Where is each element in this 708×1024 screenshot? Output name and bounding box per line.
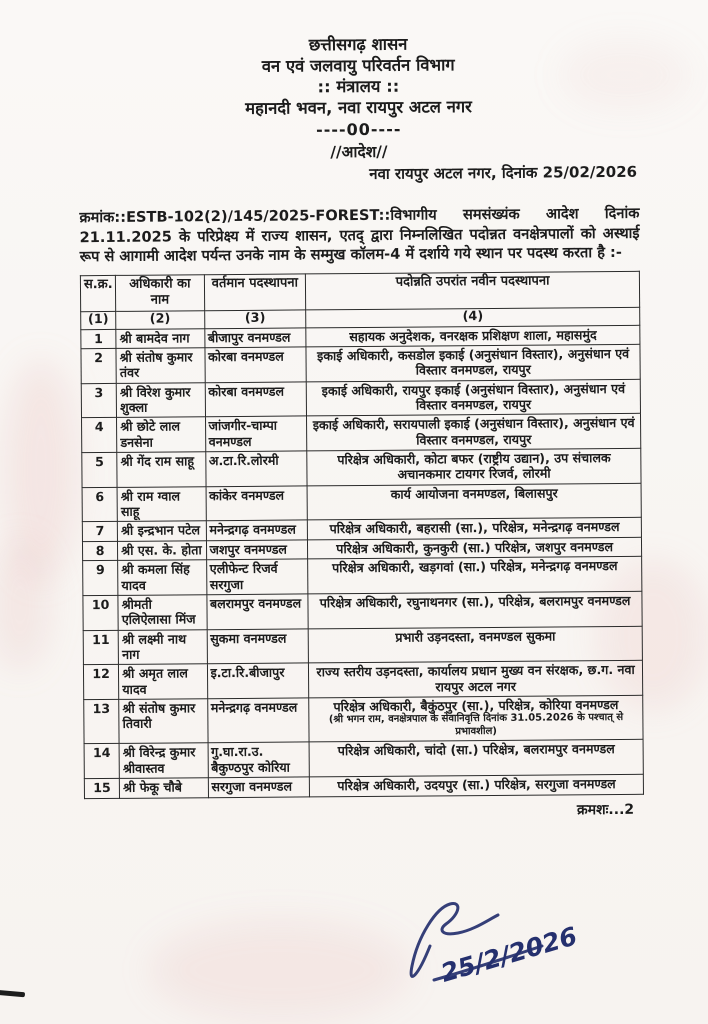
serial-number-cell: 6	[82, 487, 117, 522]
table-row	[82, 448, 641, 487]
officer-name-cell: श्री संतोष कुमार तिवारी	[119, 699, 208, 744]
officer-name-cell: श्री विरेश कुमार शुक्ला	[116, 382, 205, 417]
current-posting-cell: सरगुजा वनमण्डल	[208, 777, 310, 797]
current-posting-cell: कोरबा वनमण्डल	[205, 382, 307, 418]
serial-number-cell: 2	[81, 348, 116, 383]
officer-name-cell: श्री गेंद राम साहू	[117, 452, 206, 487]
officer-name-cell: श्रीमती एलिऐलासा मिंज	[118, 595, 207, 630]
new-posting-cell: परिक्षेत्र अधिकारी, रघुनाथनगर (सा.), परिक्षेत्र, बलरामपुर वनमण्डल	[308, 591, 642, 628]
table-row	[82, 483, 641, 522]
col-number: (4)	[306, 307, 640, 327]
separator-line: ----00----	[315, 120, 402, 140]
officer-name-cell: श्री संतोष कुमार तंवर	[116, 348, 205, 383]
posting-note: (श्री भगन राम, वनक्षेत्रपाल के सेवानिवृत्ति दिनांक 31.05.2026 के पश्चात् से प्रभावशील)	[328, 712, 624, 738]
table-row	[82, 414, 641, 453]
table-row	[81, 379, 640, 418]
document-content	[78, 32, 644, 823]
new-posting-cell: परिक्षेत्र अधिकारी, बहरासी (सा.), परिक्षेत्र, मनेन्द्रगढ़ वनमण्डल	[308, 518, 642, 540]
new-posting-cell: परिक्षेत्र अधिकारी, कुनकुरी (सा.) परिक्षेत्र, जशपुर वनमण्डल	[308, 537, 642, 559]
new-posting-cell: परिक्षेत्र अधिकारी, कोटा बफर (राष्ट्रीय उद्यान), उप संचालक अचानकमार टायगर रिजर्व, लोरमी	[307, 448, 641, 485]
col-header-new-posting: पदोन्नति उपरांत नवीन पदस्थापना	[306, 271, 640, 309]
ministry-label: :: मंत्रालय ::	[317, 76, 400, 97]
serial-number-cell: 8	[82, 541, 117, 561]
serial-number-cell: 5	[82, 452, 117, 487]
continuation-marker: क्रमशः...2	[576, 801, 635, 818]
posting-order-table	[80, 271, 644, 799]
current-posting-cell: इ.टा.रि.बीजापुर	[207, 663, 309, 699]
table-row	[83, 556, 642, 595]
current-posting-cell: गु.घा.रा.उ. बैकुण्ठपुर कोरिया	[208, 742, 310, 778]
scan-smudge	[150, 920, 410, 1020]
building-address: महानदी भवन, नवा रायपुर अटल नगर	[245, 97, 472, 119]
signature-block	[392, 884, 622, 1004]
table-row	[84, 774, 643, 798]
new-posting-cell: राज्य स्तरीय उड़नदस्ता, कार्यालय प्रधान मुख्य वन संरक्षक, छ.ग. नवा रायपुर अटल नगर	[309, 661, 643, 698]
table-row	[83, 591, 642, 630]
govt-name: छत्तीसगढ़ शासन	[308, 34, 408, 55]
new-posting-cell: इकाई अधिकारी, कसडोल इकाई (अनुसंधान विस्तार), अनुसंधान एवं विस्तार वनमण्डल, रायपुर	[306, 344, 640, 381]
officer-name-cell: श्री एस. के. होता	[118, 541, 206, 561]
officer-name-cell: श्री राम ग्वाल साहू	[117, 486, 206, 521]
serial-number-cell: 3	[81, 383, 116, 418]
col-number: (3)	[204, 310, 306, 328]
order-table-body	[81, 325, 644, 798]
new-posting-cell: सहायक अनुदेशक, वनरक्षक प्रशिक्षण शाला, महासमुंद	[306, 325, 640, 347]
serial-number-cell: 13	[84, 699, 120, 744]
table-row	[83, 661, 642, 700]
col-header-serial: स.क्र.	[80, 276, 115, 312]
current-posting-cell: जांजगीर-चाम्पा वनमण्डल	[205, 416, 307, 452]
table-row	[83, 626, 642, 665]
current-posting-cell: मनेन्द्रगढ़ वनमण्डल	[206, 520, 308, 540]
handwritten-signature	[392, 884, 622, 1004]
col-number: (2)	[116, 311, 204, 329]
new-posting-cell: परिक्षेत्र अधिकारी, खड़गवां (सा.) परिक्षेत्र, मनेन्द्रगढ़ वनमण्डल	[308, 556, 642, 593]
table-row	[84, 740, 643, 779]
table-header-row	[80, 271, 639, 311]
current-posting-cell: बीजापुर वनमण्डल	[204, 327, 306, 347]
officer-name-cell: श्री इन्द्रभान पटेल	[118, 521, 206, 541]
officer-name-cell: श्री कमला सिंह यादव	[118, 560, 207, 595]
scan-edge-mark	[0, 990, 25, 997]
scan-smudge	[0, 540, 50, 670]
serial-number-cell: 10	[83, 595, 118, 630]
department-name: वन एवं जलवायु परिवर्तन विभाग	[261, 55, 455, 76]
order-intro-paragraph: क्रमांक::ESTB-102(2)/145/2025-FOREST::विभागीय समसंख्यंक आदेश दिनांक 21.11.2025 के परिप्रेक्ष्य में राज्य शासन, एतद् द्वारा निम्नलिखित पदोन्नत वनक्षेत्रपालों को अस्थाई रूप से आगामी आदेश पर्यन्त उनके नाम के सम्मुख कॉलम-4 में दर्शाये गये स्थान पर पदस्थ करता है :-	[79, 205, 640, 266]
new-posting-cell: परिक्षेत्र अधिकारी, चांदो (सा.) परिक्षेत्र, बलरामपुर वनमण्डल	[309, 740, 643, 777]
current-posting-cell: सुकमा वनमण्डल	[207, 629, 309, 665]
col-number: (1)	[81, 311, 116, 329]
place-date-line: नवा रायपुर अटल नगर, दिनांक 25/02/2026	[369, 163, 638, 184]
order-label: //आदेश//	[330, 143, 388, 162]
signature-date: 25/2/2026	[437, 921, 581, 988]
current-posting-cell: जशपुर वनमण्डल	[206, 540, 308, 560]
col-header-current-posting: वर्तमान पदस्थापना	[204, 274, 306, 311]
serial-number-cell: 9	[83, 561, 118, 596]
col-header-officer-name: अधिकारी का नाम	[116, 275, 205, 311]
serial-number-cell: 1	[81, 329, 116, 349]
current-posting-cell: मनेन्द्रगढ़ वनमण्डल	[207, 698, 309, 743]
new-posting-cell: इकाई अधिकारी, रायपुर इकाई (अनुसंधान विस्तार), अनुसंधान एवं विस्तार वनमण्डल, रायपुर	[306, 379, 640, 416]
new-posting-cell: परिक्षेत्र अधिकारी, बैकुंठपुर (सा.), परिक्षेत्र, कोरिया वनमण्डल (श्री भगन राम, वनक्षेत्रपाल के सेवानिवृत्ति दिनांक 31.05.2026 के पश्चात् से प्रभावशील)	[309, 695, 643, 742]
new-posting-cell: प्रभारी उड़नदस्ता, वनमण्डल सुकमा	[308, 626, 642, 663]
officer-name-cell: श्री फेकू चौबे	[120, 778, 208, 798]
serial-number-cell: 12	[83, 665, 118, 700]
serial-number-cell: 7	[82, 522, 117, 542]
letterhead	[78, 32, 639, 121]
officer-name-cell: श्री अमृत लाल यादव	[119, 664, 208, 699]
serial-number-cell: 4	[82, 418, 117, 453]
current-posting-cell: बलरामपुर वनमण्डल	[206, 594, 308, 630]
officer-name-cell: श्री लक्ष्मी नाथ नाग	[118, 629, 207, 664]
current-posting-cell: कांकेर वनमण्डल	[206, 486, 308, 522]
current-posting-cell: कोरबा वनमण्डल	[204, 347, 306, 383]
serial-number-cell: 15	[84, 779, 119, 799]
current-posting-cell: एलीफेन्ट रिजर्व सरगुजा	[206, 559, 308, 595]
officer-name-cell: श्री बामदेव नाग	[116, 328, 204, 348]
new-posting-cell: परिक्षेत्र अधिकारी, उदयपुर (सा.) परिक्षेत्र, सरगुजा वनमण्डल	[310, 774, 644, 796]
serial-number-cell: 11	[83, 630, 118, 665]
new-posting-cell: कार्य आयोजना वनमण्डल, बिलासपुर	[307, 483, 641, 520]
new-posting-cell: इकाई अधिकारी, सरायपाली इकाई (अनुसंधान विस्तार), अनुसंधान एवं विस्तार वनमण्डल, रायपुर	[307, 414, 641, 451]
scan-smudge	[4, 360, 78, 580]
table-row	[84, 695, 643, 744]
officer-name-cell: श्री विरेन्द्र कुमार श्रीवास्तव	[119, 743, 208, 778]
current-posting-cell: अ.टा.रि.लोरमी	[205, 451, 307, 487]
officer-name-cell: श्री छोटे लाल डनसेना	[117, 417, 206, 452]
table-row	[81, 344, 640, 383]
serial-number-cell: 14	[84, 744, 119, 779]
